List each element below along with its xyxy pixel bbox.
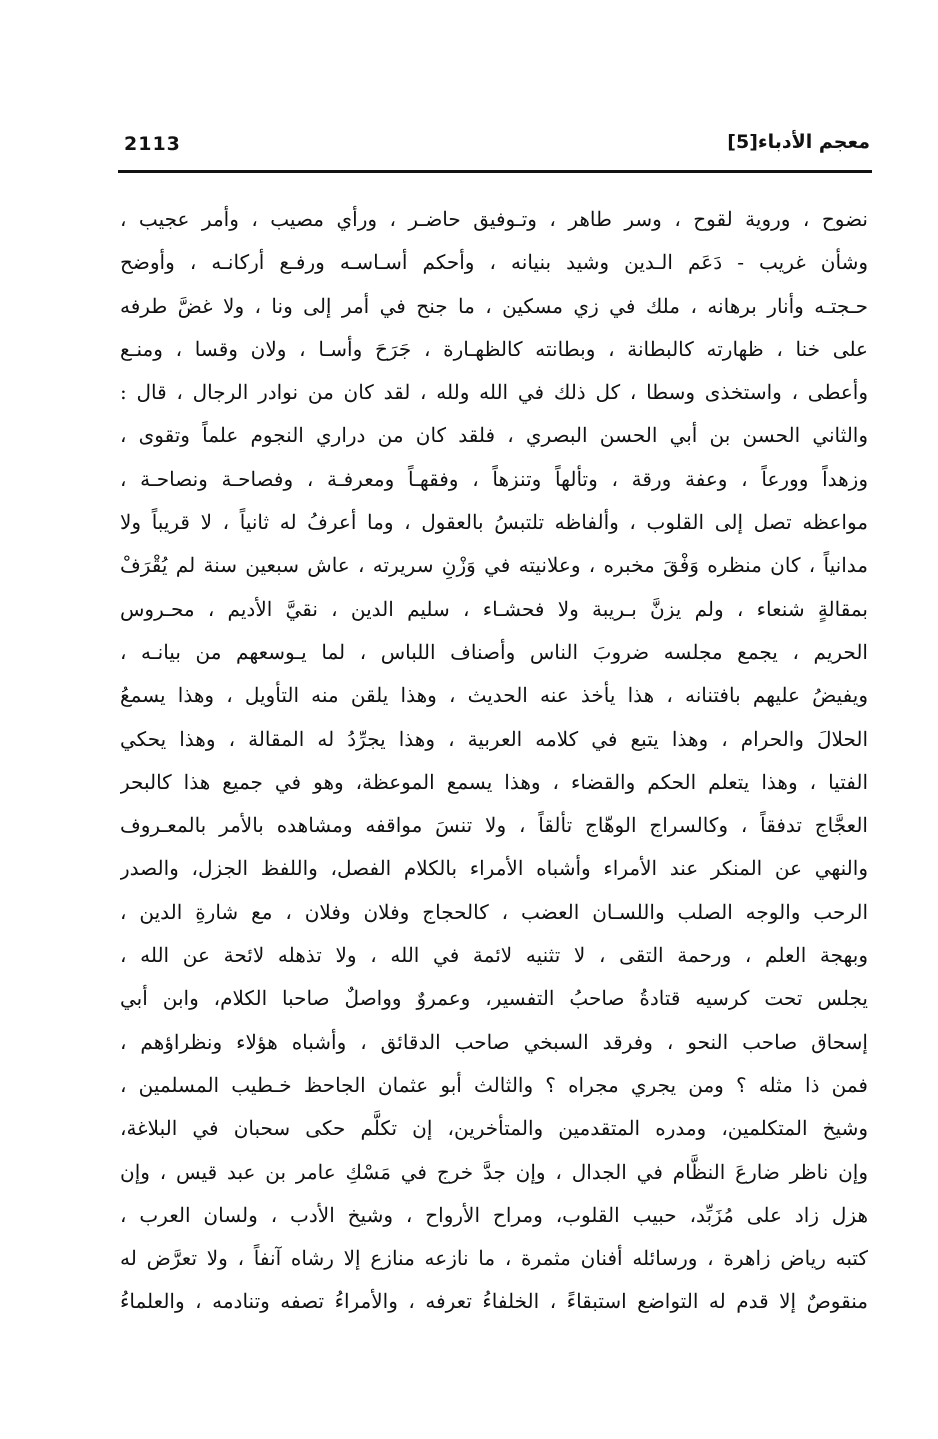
text-line: وبهجة العلم ، ورحمة التقى ، لا تثنيه لائمة في الله ، ولا تذهله لائحة عن الله ، xyxy=(120,943,868,968)
text-line: وأعطى ، واستخذى وسطا ، كل ذلك في الله ولله ، لقد كان من نوادر الرجال ، قال : xyxy=(120,380,868,405)
page-number: 2113 xyxy=(124,133,181,155)
text-line: فمن ذا مثله ؟ ومن يجري مجراه ؟ والثالث أبو عثمان الجاحظ خـطيب المسلمين ، xyxy=(120,1072,868,1097)
text-line: الحلالَ والحرام ، وهذا يتبع في كلامه العربية ، وهذا يجرِّدُ له المقالة ، وهذا يحكي xyxy=(120,726,868,751)
text-line: على خنا ، ظهارته كالبطانة ، وبطانته كالظهـارة ، جَرَحَ وأسـا ، ولان وقسا ، ومنـع xyxy=(120,336,868,361)
text-line: وزهداً وورعاً ، وعفة ورقة ، وتألهاً وتنزهاً ، وفقهـاً ومعرفـة ، وفصاحـة ونصاحـة ، xyxy=(120,466,868,491)
text-line: حـجتـه وأنار برهانه ، ملك في زي مسكين ، ما جنح في أمر إلى ونا ، ولا غضَّ طرفه xyxy=(120,293,868,318)
text-line: وشأن غريب - دَعَم الـدين وشيد بنيانه ، وأحكم أسـاسـه ورفـع أركانـه ، وأوضح xyxy=(120,250,868,275)
text-line: كتبه رياض زاهرة ، ورسائله أفنان مثمرة ، ما نازعه منازع إلا رشاه آنفاً ، ولا تعرَّض له xyxy=(120,1246,868,1271)
text-line: الحريم ، يجمع مجلسه ضروبَ الناس وأصناف اللباس ، لما يـوسعهم من بيانـه ، xyxy=(120,639,868,664)
text-line: وإن ناظر ضارعَ النظَّام في الجدال ، وإن جدَّ خرج في مَسْكِ عامر بن عبد قيس ، وإن xyxy=(120,1159,868,1184)
text-line: الرحب والوجه الصلب واللسـان العضب ، كالحجاج وفلان وفلان ، مع شارةِ الدين ، xyxy=(120,899,868,924)
text-line: بمقالةٍ شنعاء ، ولم يزنَّ بـريبة ولا فحشـاء ، سليم الدين ، نقيَّ الأديم ، محـروس xyxy=(120,596,868,621)
text-line: ويفيضُ عليهم بافتنانه ، هذا يأخذ عنه الحديث ، وهذا يلقن منه التأويل ، وهذا يسمعُ xyxy=(120,683,868,708)
page-header xyxy=(124,124,870,168)
text-line: والثاني الحسن بن أبي الحسن البصري ، فلقد كان من دراري النجوم علماً وتقوى ، xyxy=(120,423,868,448)
text-line: مدانياً ، كان منظره وَفْقَ مخبره ، وعلانيته في وَزْنِ سريرته ، عاش سبعين سنة لم يُقْرَفْ xyxy=(120,553,868,578)
text-line: العجَّاج تدفقاً ، وكالسراج الوهّاج تألقاً ، ولا تنسَ مواقفه ومشاهده بالأمر بالمعـروف xyxy=(120,813,868,838)
body-text xyxy=(120,198,868,1324)
text-line: يجلس تحت كرسيه قتادةُ صاحبُ التفسير، وعمروٌ وواصلٌ صاحبا الكلام، وابن أبي xyxy=(120,986,868,1011)
text-line: وشيخ المتكلمين، ومدره المتقدمين والمتأخرين، إن تكلَّم حكى سحبان في البلاغة، xyxy=(120,1116,868,1141)
text-line: مواعظه تصل إلى القلوب ، وألفاظه تلتبسُ بالعقول ، وما أعرفُ له ثانياً ، لا قريباً ولا xyxy=(120,510,868,535)
text-line: منقوصٌ إلا قدم له التواضع استبقاءً ، الخلفاءُ تعرفه ، والأمراءُ تصفه وتنادمه ، والعلماءُ xyxy=(120,1289,868,1314)
text-line: والنهي عن المنكر عند الأمراء وأشباه الأمراء بالكلام الفصل، واللفظ الجزل، والصدر xyxy=(120,856,868,881)
running-title: معجم الأدباء[5] xyxy=(727,131,870,153)
text-line: هزل زاد على مُزَبِّد، حبيب القلوب، ومراح الأرواح ، وشيخ الأدب ، ولسان العرب ، xyxy=(120,1202,868,1227)
text-line: الفتيا ، وهذا يتعلم الحكم والقضاء ، وهذا يسمع الموعظة، وهو في جميع هذا كالبحر xyxy=(120,769,868,794)
header-rule xyxy=(118,170,872,173)
text-line: نضوح ، وروية لقوح ، وسر طاهر ، وتـوفيق حاضـر ، ورأي مصيب ، وأمر عجيب ، xyxy=(120,207,868,231)
text-line: إسحاق صاحب النحو ، وفرقد السبخي صاحب الدقائق ، وأشباه هؤلاء ونظراؤهم ، xyxy=(120,1029,868,1054)
